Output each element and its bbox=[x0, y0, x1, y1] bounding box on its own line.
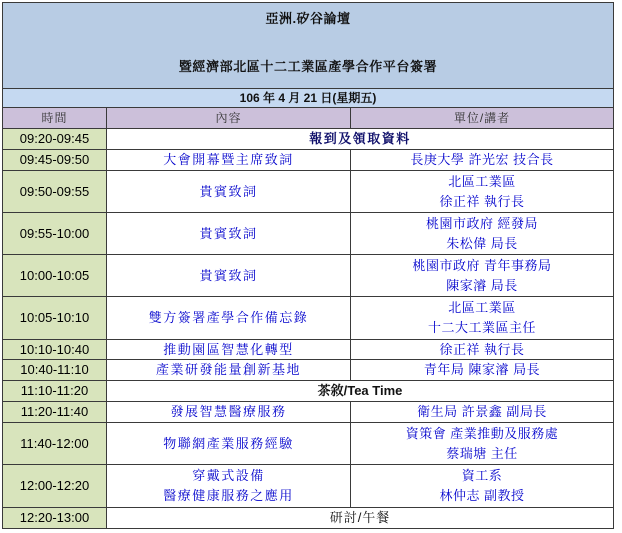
session-cell: 研討/午餐 bbox=[107, 508, 613, 528]
speaker-line: 北區工業區 bbox=[448, 300, 516, 315]
content-line: 穿戴式設備 bbox=[192, 468, 265, 483]
speaker-line: 桃園市政府 青年事務局 bbox=[412, 257, 552, 273]
content-line: 產業研發能量創新基地 bbox=[155, 362, 301, 377]
content-cell bbox=[107, 340, 350, 359]
speaker-line: 北區工業區 bbox=[448, 173, 516, 189]
time-cell: 09:55-10:00 bbox=[3, 213, 106, 254]
session-cell: 報到及領取資料 bbox=[107, 129, 613, 149]
content-line: 醫療健康服務之應用 bbox=[163, 488, 294, 503]
content-cell bbox=[107, 213, 350, 254]
column-header-content: 內容 bbox=[107, 108, 350, 128]
speaker-line: 徐正祥 執行長 bbox=[439, 193, 525, 209]
time-cell: 10:05-10:10 bbox=[3, 297, 106, 339]
content-line: 貴賓致詞 bbox=[199, 267, 258, 283]
speaker-line: 林仲志 副教授 bbox=[439, 488, 525, 503]
session-cell: 茶敘/Tea Time bbox=[107, 381, 613, 401]
content-line: 雙方簽署產學合作備忘錄 bbox=[148, 310, 309, 325]
time-cell: 09:50-09:55 bbox=[3, 171, 106, 212]
speaker-line: 資策會 產業推動及服務處 bbox=[405, 425, 559, 441]
time-cell: 12:00-12:20 bbox=[3, 465, 106, 507]
speaker-cell bbox=[351, 402, 613, 422]
speaker-cell bbox=[351, 423, 613, 464]
speaker-line: 衛生局 許景鑫 副局長 bbox=[417, 404, 547, 419]
speaker-line: 陳家濬 局長 bbox=[446, 277, 518, 293]
time-cell: 10:40-11:10 bbox=[3, 360, 106, 380]
time-cell: 11:10-11:20 bbox=[3, 381, 106, 401]
time-cell: 09:45-09:50 bbox=[3, 150, 106, 170]
event-subtitle: 暨經濟部北區十二工業區產學合作平台簽署 bbox=[178, 59, 438, 74]
schedule-sheet bbox=[2, 2, 614, 529]
column-header-time: 時間 bbox=[3, 108, 106, 128]
speaker-cell bbox=[351, 150, 613, 170]
content-line: 貴賓致詞 bbox=[199, 225, 258, 241]
event-banner bbox=[2, 2, 614, 88]
time-cell: 11:20-11:40 bbox=[3, 402, 106, 422]
time-cell: 12:20-13:00 bbox=[3, 508, 106, 528]
time-cell: 10:10-10:40 bbox=[3, 340, 106, 359]
content-cell bbox=[107, 255, 350, 296]
schedule-table bbox=[2, 88, 614, 529]
event-title: 亞洲.矽谷論壇 bbox=[265, 11, 351, 26]
speaker-line: 桃園市政府 經發局 bbox=[425, 215, 539, 231]
content-cell bbox=[107, 423, 350, 464]
content-line: 大會開幕暨主席致詞 bbox=[163, 152, 294, 167]
speaker-line: 朱松偉 局長 bbox=[446, 235, 518, 251]
content-cell bbox=[107, 402, 350, 422]
speaker-cell bbox=[351, 297, 613, 339]
speaker-line: 蔡瑞塘 主任 bbox=[446, 445, 518, 461]
content-cell bbox=[107, 465, 350, 507]
speaker-cell bbox=[351, 255, 613, 296]
content-line: 貴賓致詞 bbox=[199, 183, 258, 199]
speaker-line: 長庚大學 許光宏 技合長 bbox=[410, 152, 554, 167]
speaker-line: 徐正祥 執行長 bbox=[439, 341, 525, 357]
content-line: 推動園區智慧化轉型 bbox=[163, 341, 294, 357]
column-header-speaker: 單位/講者 bbox=[351, 108, 613, 128]
speaker-cell bbox=[351, 465, 613, 507]
speaker-line: 十二大工業區主任 bbox=[427, 320, 536, 335]
content-cell bbox=[107, 360, 350, 380]
event-date: 106 年 4 月 21 日(星期五) bbox=[3, 89, 613, 107]
speaker-cell bbox=[351, 213, 613, 254]
speaker-line: 資工系 bbox=[461, 468, 503, 483]
content-cell bbox=[107, 171, 350, 212]
time-cell: 10:00-10:05 bbox=[3, 255, 106, 296]
content-line: 發展智慧醫療服務 bbox=[170, 404, 287, 419]
content-cell bbox=[107, 150, 350, 170]
speaker-line: 青年局 陳家濬 局長 bbox=[423, 362, 541, 377]
time-cell: 09:20-09:45 bbox=[3, 129, 106, 149]
content-line: 物聯網產業服務經驗 bbox=[163, 435, 294, 451]
time-cell: 11:40-12:00 bbox=[3, 423, 106, 464]
speaker-cell bbox=[351, 340, 613, 359]
speaker-cell bbox=[351, 360, 613, 380]
content-cell bbox=[107, 297, 350, 339]
speaker-cell bbox=[351, 171, 613, 212]
